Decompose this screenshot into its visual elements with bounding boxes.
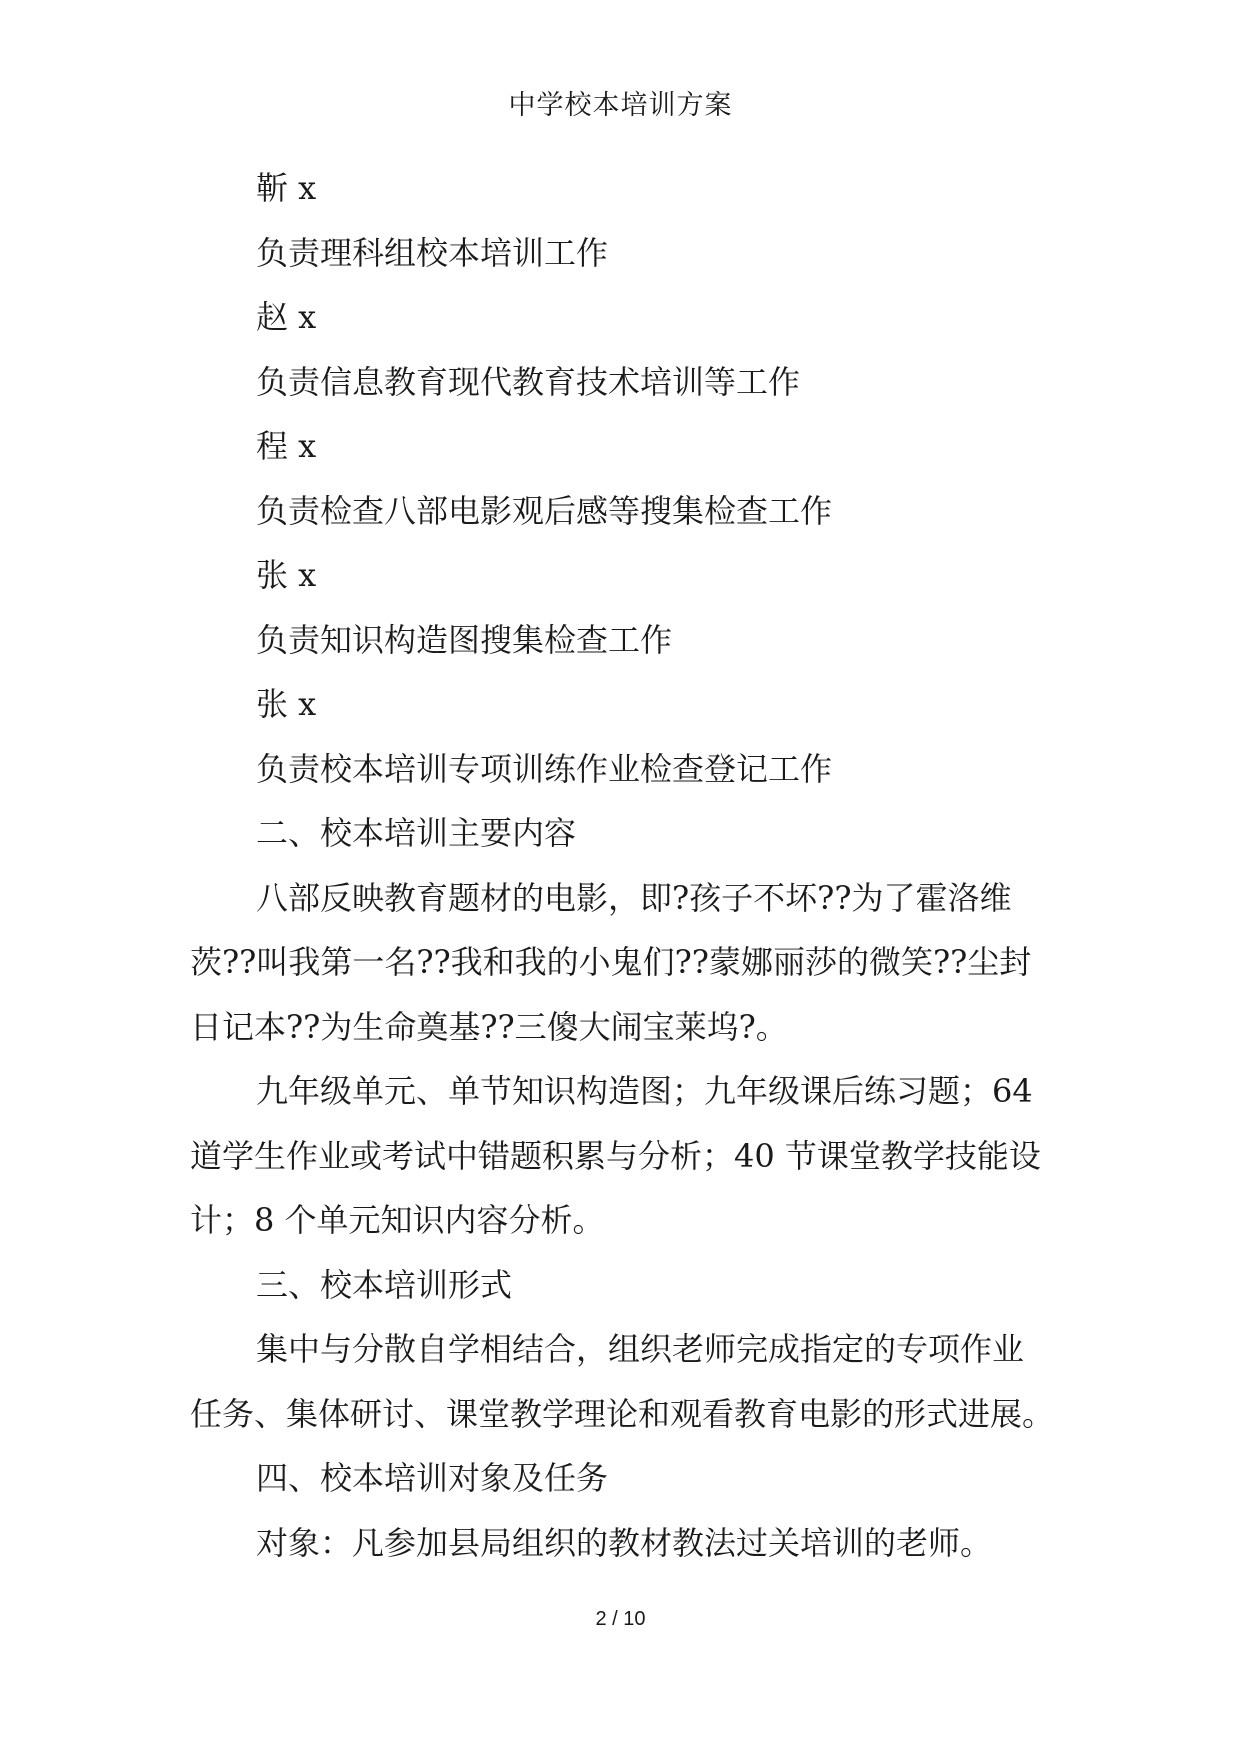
staff-name-line: 赵 x bbox=[256, 298, 317, 336]
paragraph-grade9-materials bbox=[190, 1059, 1060, 1253]
paragraph-line: 八部反映教育题材的电影，即?孩子不坏??为了霍洛维 bbox=[256, 878, 1012, 917]
paragraph-training-form bbox=[190, 1317, 1060, 1446]
paragraph-line: 道学生作业或考试中错题积累与分析；40 节课堂教学技能设 bbox=[190, 1136, 1041, 1175]
paragraph-line: 计；8 个单元知识内容分析。 bbox=[190, 1201, 605, 1239]
page-header-title: 中学校本培训方案 bbox=[508, 90, 733, 121]
paragraph-line: 集中与分散自学相结合，组织老师完成指定的专项作业 bbox=[256, 1330, 1025, 1368]
staff-name-line: 靳 x bbox=[256, 169, 317, 207]
paragraph-films bbox=[190, 866, 1060, 1060]
section-heading-form: 三、校本培训形式 bbox=[256, 1265, 513, 1304]
paragraph-line: 九年级单元、单节知识构造图；九年级课后练习题；64 bbox=[256, 1072, 1033, 1110]
staff-duty-line: 负责检查八部电影观后感等搜集检查工作 bbox=[256, 491, 833, 530]
staff-duty-line: 负责校本培训专项训练作业检查登记工作 bbox=[256, 749, 833, 788]
staff-name-line: 张 x bbox=[256, 556, 317, 594]
document-body bbox=[190, 156, 1060, 1575]
section-heading-content: 二、校本培训主要内容 bbox=[256, 814, 577, 852]
staff-duty-line: 负责理科组校本培训工作 bbox=[256, 233, 609, 272]
staff-duty-line: 负责知识构造图搜集检查工作 bbox=[256, 620, 673, 659]
staff-name-line: 张 x bbox=[256, 685, 317, 723]
paragraph-line: 日记本??为生命奠基??三傻大闹宝莱坞?。 bbox=[190, 1007, 788, 1046]
paragraph-line: 茨??叫我第一名??我和我的小鬼们??蒙娜丽莎的微笑??尘封 bbox=[190, 943, 1032, 981]
page-number: 2 / 10 bbox=[595, 1608, 646, 1630]
section-heading-targets: 四、校本培训对象及任务 bbox=[256, 1459, 609, 1497]
target-line: 对象：凡参加县局组织的教材教法过关培训的老师。 bbox=[256, 1523, 993, 1562]
paragraph-line: 任务、集体研讨、课堂教学理论和观看教育电影的形式进展。 bbox=[190, 1394, 1055, 1433]
staff-name-line: 程 x bbox=[256, 427, 317, 465]
staff-duty-line: 负责信息教育现代教育技术培训等工作 bbox=[256, 362, 801, 401]
